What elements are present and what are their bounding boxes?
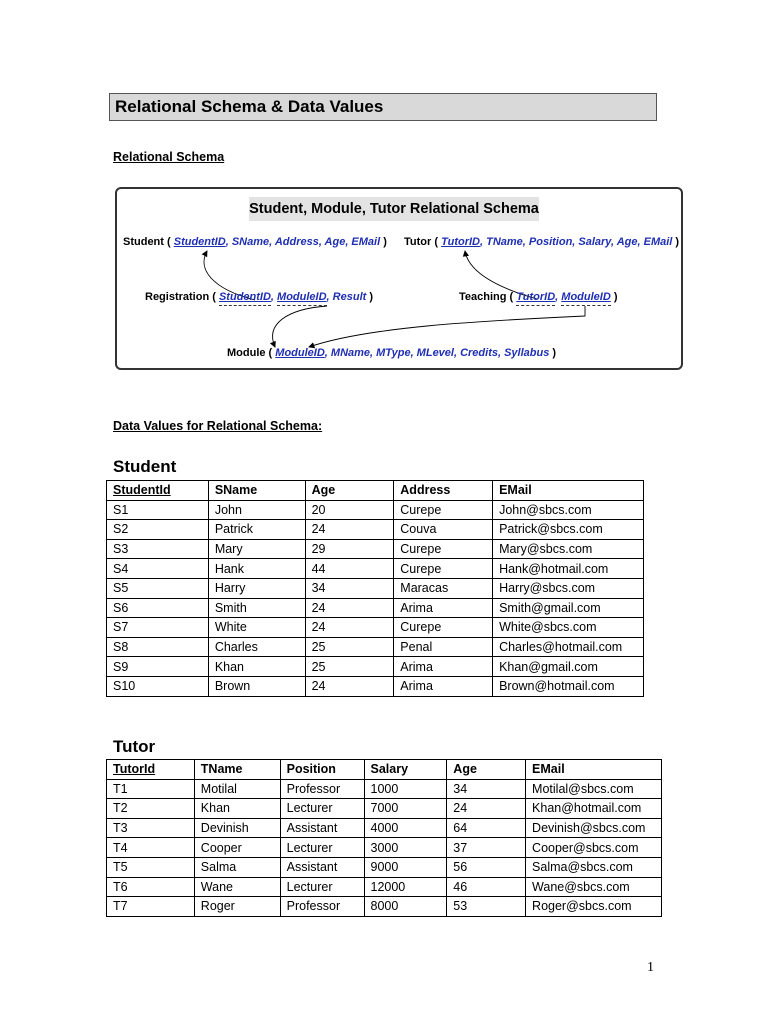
table-cell: T1 — [107, 779, 195, 799]
relation-registration: Registration ( StudentID, ModuleID, Result ) — [145, 291, 373, 303]
table-row — [107, 897, 662, 917]
attributes: MName, MType, MLevel, Credits, Syllabus — [330, 347, 550, 359]
column-header: StudentId — [107, 481, 209, 501]
table-row — [107, 520, 644, 540]
table-cell: John — [208, 500, 305, 520]
table-cell: S1 — [107, 500, 209, 520]
table-cell: Hank — [208, 559, 305, 579]
table-cell: Charles — [208, 637, 305, 657]
table-cell: 56 — [447, 857, 526, 877]
table-cell: Arima — [394, 598, 493, 618]
table-row — [107, 559, 644, 579]
table-cell: 20 — [305, 500, 394, 520]
table-cell: Professor — [280, 779, 364, 799]
table-cell: Professor — [280, 897, 364, 917]
table-cell: Curepe — [394, 618, 493, 638]
foreign-key: TutorID — [516, 291, 555, 306]
relation-student: Student ( StudentID, SName, Address, Age, EMail ) — [123, 236, 387, 248]
table-cell: Cooper — [194, 838, 280, 858]
table-row — [107, 618, 644, 638]
relation-name: Tutor — [404, 236, 432, 248]
page-title-box — [109, 93, 657, 121]
relation-teaching: Teaching ( TutorID, ModuleID ) — [459, 291, 618, 303]
column-header: TutorId — [107, 760, 195, 780]
table-cell: 44 — [305, 559, 394, 579]
table-cell: S6 — [107, 598, 209, 618]
table-cell: Cooper@sbcs.com — [526, 838, 662, 858]
table-cell: Harry — [208, 578, 305, 598]
primary-key: ModuleID — [275, 347, 325, 359]
table-cell: S3 — [107, 539, 209, 559]
column-header: Address — [394, 481, 493, 501]
table-cell: Lecturer — [280, 799, 364, 819]
table-cell: Curepe — [394, 500, 493, 520]
column-header: EMail — [526, 760, 662, 780]
schema-diagram — [115, 187, 683, 370]
tutor-table-title: Tutor — [113, 737, 156, 756]
table-cell: Salma — [194, 857, 280, 877]
table-cell: 24 — [305, 676, 394, 696]
table-cell: Lecturer — [280, 877, 364, 897]
data-values-heading: Data Values for Relational Schema: — [113, 419, 323, 433]
table-cell: 25 — [305, 637, 394, 657]
attributes: Result — [332, 291, 367, 303]
table-row — [107, 838, 662, 858]
table-cell: S5 — [107, 578, 209, 598]
table-row — [107, 779, 662, 799]
column-header: Position — [280, 760, 364, 780]
table-cell: Assistant — [280, 818, 364, 838]
table-cell: John@sbcs.com — [493, 500, 644, 520]
table-cell: Khan@gmail.com — [493, 657, 644, 677]
table-cell: T3 — [107, 818, 195, 838]
table-cell: Hank@hotmail.com — [493, 559, 644, 579]
table-cell: Smith — [208, 598, 305, 618]
page-number: 1 — [647, 960, 654, 975]
relation-module: Module ( ModuleID, MName, MType, MLevel, Credits, Syllabus ) — [227, 347, 557, 359]
table-row — [107, 500, 644, 520]
table-cell: Maracas — [394, 578, 493, 598]
table-cell: S10 — [107, 676, 209, 696]
table-cell: Mary — [208, 539, 305, 559]
column-header: Age — [305, 481, 394, 501]
table-cell: 1000 — [364, 779, 447, 799]
table-cell: 34 — [305, 578, 394, 598]
table-cell: Patrick — [208, 520, 305, 540]
table-cell: S4 — [107, 559, 209, 579]
table-cell: S8 — [107, 637, 209, 657]
table-cell: Arima — [394, 657, 493, 677]
table-cell: Salma@sbcs.com — [526, 857, 662, 877]
table-cell: 25 — [305, 657, 394, 677]
student-table — [106, 480, 644, 697]
column-header: Age — [447, 760, 526, 780]
table-cell: Lecturer — [280, 838, 364, 858]
arrow-registration-module — [273, 306, 327, 347]
table-cell: 24 — [305, 618, 394, 638]
table-cell: Couva — [394, 520, 493, 540]
table-cell: T5 — [107, 857, 195, 877]
table-cell: 3000 — [364, 838, 447, 858]
table-cell: 53 — [447, 897, 526, 917]
relation-name: Teaching — [459, 291, 507, 303]
relation-name: Registration — [145, 291, 210, 303]
schema-title: Student, Module, Tutor Relational Schema — [249, 197, 539, 221]
foreign-key: ModuleID — [277, 291, 327, 306]
attributes: SName, Address, Age, EMail — [231, 236, 381, 248]
column-header: EMail — [493, 481, 644, 501]
table-row — [107, 857, 662, 877]
table-cell: Charles@hotmail.com — [493, 637, 644, 657]
table-cell: 4000 — [364, 818, 447, 838]
table-cell: White@sbcs.com — [493, 618, 644, 638]
table-cell: S9 — [107, 657, 209, 677]
table-cell: Motilal — [194, 779, 280, 799]
table-cell: Harry@sbcs.com — [493, 578, 644, 598]
table-cell: Devinish@sbcs.com — [526, 818, 662, 838]
table-cell: 46 — [447, 877, 526, 897]
table-cell: 24 — [305, 520, 394, 540]
table-cell: White — [208, 618, 305, 638]
table-cell: T4 — [107, 838, 195, 858]
table-cell: Brown — [208, 676, 305, 696]
relation-tutor: Tutor ( TutorID, TName, Position, Salary, Age, EMail ) — [404, 236, 680, 248]
table-row — [107, 637, 644, 657]
column-header: SName — [208, 481, 305, 501]
table-cell: 64 — [447, 818, 526, 838]
table-row — [107, 676, 644, 696]
table-row — [107, 539, 644, 559]
table-cell: Mary@sbcs.com — [493, 539, 644, 559]
attributes: TName, Position, Salary, Age, EMail — [486, 236, 673, 248]
table-cell: S7 — [107, 618, 209, 638]
foreign-key: ModuleID — [561, 291, 611, 306]
tutor-table — [106, 759, 662, 917]
table-cell: Khan — [208, 657, 305, 677]
table-cell: 34 — [447, 779, 526, 799]
table-row — [107, 598, 644, 618]
table-cell: Curepe — [394, 539, 493, 559]
table-cell: Brown@hotmail.com — [493, 676, 644, 696]
table-cell: Khan@hotmail.com — [526, 799, 662, 819]
table-cell: Arima — [394, 676, 493, 696]
foreign-key: StudentID — [219, 291, 271, 306]
table-cell: Motilal@sbcs.com — [526, 779, 662, 799]
column-header: TName — [194, 760, 280, 780]
table-cell: Patrick@sbcs.com — [493, 520, 644, 540]
table-cell: T6 — [107, 877, 195, 897]
table-cell: 8000 — [364, 897, 447, 917]
table-cell: Roger — [194, 897, 280, 917]
table-cell: 7000 — [364, 799, 447, 819]
page-title: Relational Schema & Data Values — [115, 97, 384, 116]
table-cell: T2 — [107, 799, 195, 819]
table-row — [107, 578, 644, 598]
table-cell: S2 — [107, 520, 209, 540]
table-row — [107, 799, 662, 819]
table-header-row — [107, 760, 662, 780]
table-row — [107, 877, 662, 897]
schema-heading: Relational Schema — [113, 150, 225, 164]
table-cell: T7 — [107, 897, 195, 917]
table-cell: 9000 — [364, 857, 447, 877]
table-cell: 37 — [447, 838, 526, 858]
table-cell: 24 — [447, 799, 526, 819]
table-cell: Khan — [194, 799, 280, 819]
table-cell: Curepe — [394, 559, 493, 579]
table-cell: 12000 — [364, 877, 447, 897]
table-cell: Assistant — [280, 857, 364, 877]
relation-name: Module — [227, 347, 266, 359]
student-table-title: Student — [113, 457, 177, 476]
primary-key: StudentID — [173, 236, 226, 248]
table-header-row — [107, 481, 644, 501]
table-cell: 29 — [305, 539, 394, 559]
table-cell: Wane@sbcs.com — [526, 877, 662, 897]
table-cell: Penal — [394, 637, 493, 657]
table-cell: 24 — [305, 598, 394, 618]
table-cell: Devinish — [194, 818, 280, 838]
primary-key: TutorID — [441, 236, 480, 248]
relation-name: Student — [123, 236, 164, 248]
table-cell: Smith@gmail.com — [493, 598, 644, 618]
column-header: Salary — [364, 760, 447, 780]
table-cell: Roger@sbcs.com — [526, 897, 662, 917]
arrow-teaching-module — [309, 306, 585, 347]
table-row — [107, 657, 644, 677]
table-cell: Wane — [194, 877, 280, 897]
table-row — [107, 818, 662, 838]
